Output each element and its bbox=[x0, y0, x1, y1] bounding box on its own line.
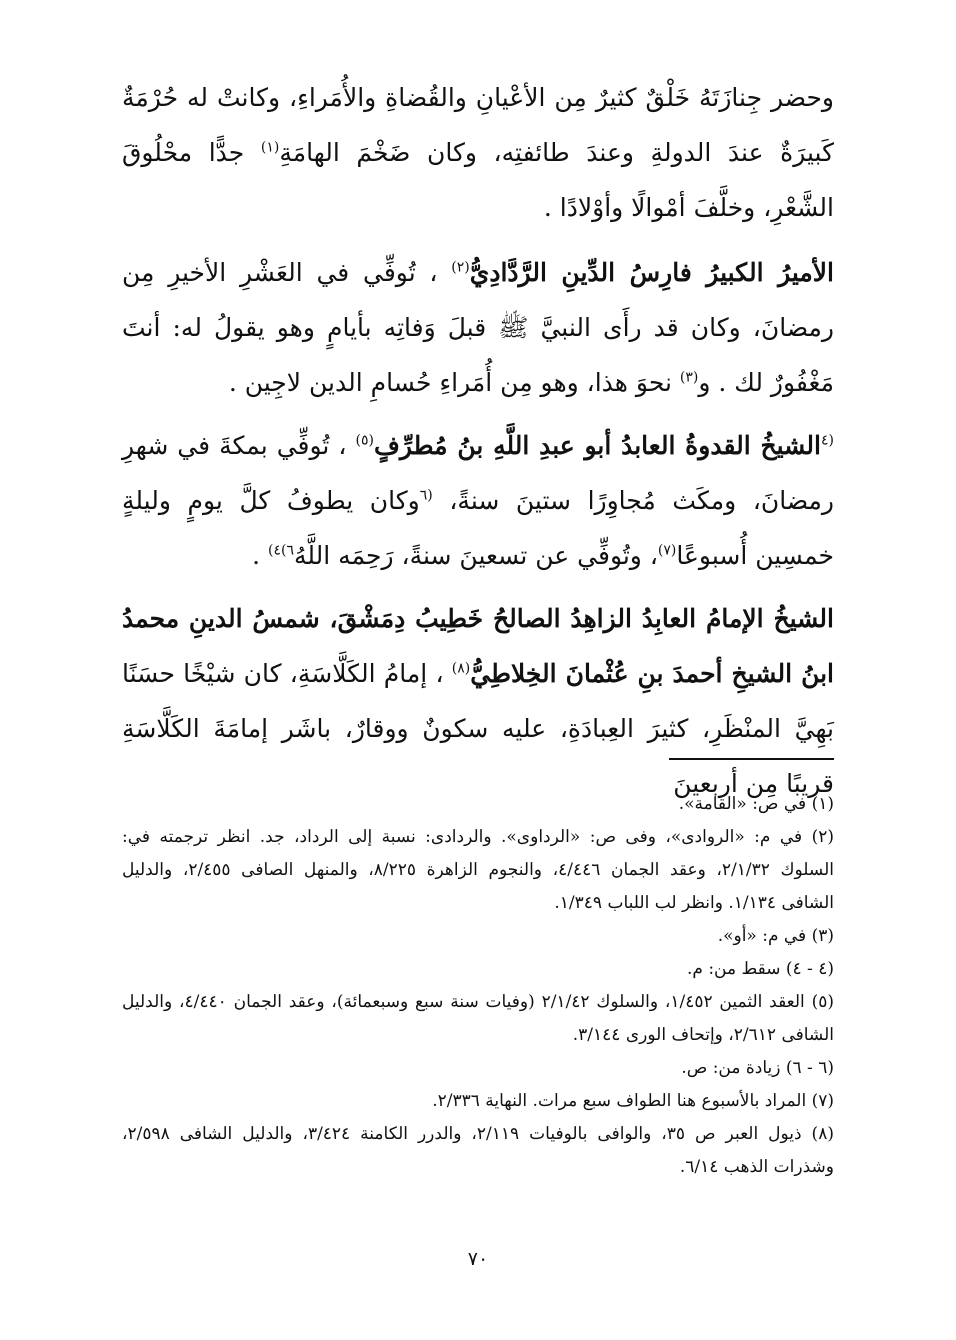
footnote-2: (٢) في م: «الروادى»، وفى ص: «الرداوى». والردادى: نسبة إلى الرداد، جد. انظر ترجمته في: السلوك ٢/١/٣٢، وعقد الجمان ٤/٤٤٦، والنجوم الزاهرة ٨/٢٢٥، والمنهل الصافى ٢/٤٥٥، والدليل الشافى ١/١٣٤. وانظر لب اللباب ١/٣٤٩. bbox=[122, 827, 834, 913]
paragraph-3-text: ، تُوفِّي بمكةَ في شهرِ رمضانَ، ومكَث مُجاوِرًا ستينَ سنةً، bbox=[122, 431, 835, 515]
entry-name-raddadi: الأميرُ الكبيرُ فارِسُ الدِّينِ الرَّدَّادِيُّ bbox=[469, 258, 835, 287]
footnote-ref-2: (٢) bbox=[451, 259, 470, 276]
footnote-3: (٣) في م: «أو». bbox=[717, 926, 834, 946]
footnote-ref-3: (٣) bbox=[679, 369, 699, 386]
paragraph-3 bbox=[122, 418, 834, 583]
main-text bbox=[122, 70, 834, 819]
paragraph-4 bbox=[122, 591, 834, 811]
footnote-ref-8: (٨) bbox=[451, 660, 471, 677]
footnote-6: (٦ - ٦) زيادة من: ص. bbox=[681, 1058, 834, 1078]
footnote-1: (١) في ص: «القامة». bbox=[678, 794, 834, 814]
entry-name-khilati: الشيخُ الإمامُ العابِدُ الزاهِدُ الصالحُ خَطِيبُ دِمَشْقَ، شمسُ الدينِ محمدُ ابنُ الشيخِ أحمدَ بنِ عُثْمانَ الخِلاطِيُّ bbox=[122, 604, 835, 688]
footnote-ref-7: (٧) bbox=[657, 542, 677, 559]
page-number: ٧٠ bbox=[467, 1248, 489, 1270]
footnote-ref-6-start: (٦ bbox=[419, 487, 433, 504]
paragraph-1-tail: جدًّا محْلُوقَ الشَّعْرِ، وخلَّفَ أمْوالًا وأوْلادًا . bbox=[122, 138, 834, 222]
footnote-divider bbox=[669, 758, 834, 760]
footnotes bbox=[122, 788, 834, 1184]
footnote-5: (٥) العقد الثمين ١/٤٥٢، والسلوك ٢/١/٤٢ (وفيات سنة سبع وسبعمائة)، وعقد الجمان ٤/٤٤٠، والدليل الشافى ٢/٦١٢، وإتحاف الورى ٣/١٤٤. bbox=[122, 992, 834, 1045]
footnote-8: (٨) ذيول العبر ص ٣٥، والوافى بالوفيات ٢/١١٩، والدرر الكامنة ٣/٤٢٤، والدليل الشافى ٢/٥٩٨، وشذرات الذهب ٦/١٤. bbox=[122, 1124, 834, 1177]
paragraph-2-tail: نحوَ هذا، وهو مِن أُمَراءِ حُسامِ الدين لاجِين . bbox=[228, 368, 680, 397]
paragraph-2-text: ، تُوفِّي في العَشْرِ الأخيرِ مِن رمضانَ، وكان قد رأَى النبيَّ ﷺ قبلَ وَفاتِه بأيامٍ وهو يقولُ له: أنتَ مَغْفُورٌ لك . و bbox=[122, 258, 834, 397]
footnote-ref-4-start: (٤ bbox=[821, 432, 834, 449]
footnote-ref-1: (١) bbox=[260, 139, 280, 156]
paragraph-3-text-2: وكان يطوفُ كلَّ يومٍ وليلةٍ خمسِين أُسبوعًا bbox=[122, 486, 834, 570]
footnote-7: (٧) المراد بالأسبوع هنا الطواف سبع مرات. النهاية ٢/٣٣٦. bbox=[432, 1091, 834, 1111]
paragraph-2 bbox=[122, 245, 834, 410]
paragraph-3-tail: . bbox=[252, 541, 268, 570]
footnote-ref-5: (٥) bbox=[355, 432, 374, 449]
paragraph-1-text: وحضر جِنازَتَهُ خَلْقٌ كثيرٌ مِن الأعْيانِ والقُضاةِ والأُمَراءِ، وكانتْ له حُرْمَةٌ كَبيرَةٌ عندَ الدولةِ وعندَ طائفتِه، وكان ضَخْمَ الهامَةِ bbox=[122, 83, 834, 167]
paragraph-1 bbox=[122, 70, 834, 235]
paragraph-3-text-3: ، وتُوفِّي عن تسعينَ سنةً، رَحِمَه اللَّهُ bbox=[293, 541, 658, 570]
entry-name-mutarrif: الشيخُ القدوةُ العابدُ أبو عبدِ اللَّهِ بنُ مُطرِّفٍ bbox=[373, 431, 821, 460]
paragraph-4-text: ، إمامُ الكَلَّاسَةِ، كان شيْخًا حسَنًا بَهِيَّ المنْظَرِ، كثيرَ العِبادَةِ، عليه سكونٌ ووقارٌ، باشَر إمامَةَ الكَلَّاسَةِ قريبًا مِن أربعينَ bbox=[122, 659, 834, 798]
footnote-ref-6-4-end: ٦)٤) bbox=[267, 542, 294, 559]
footnote-4: (٤ - ٤) سقط من: م. bbox=[686, 959, 834, 979]
